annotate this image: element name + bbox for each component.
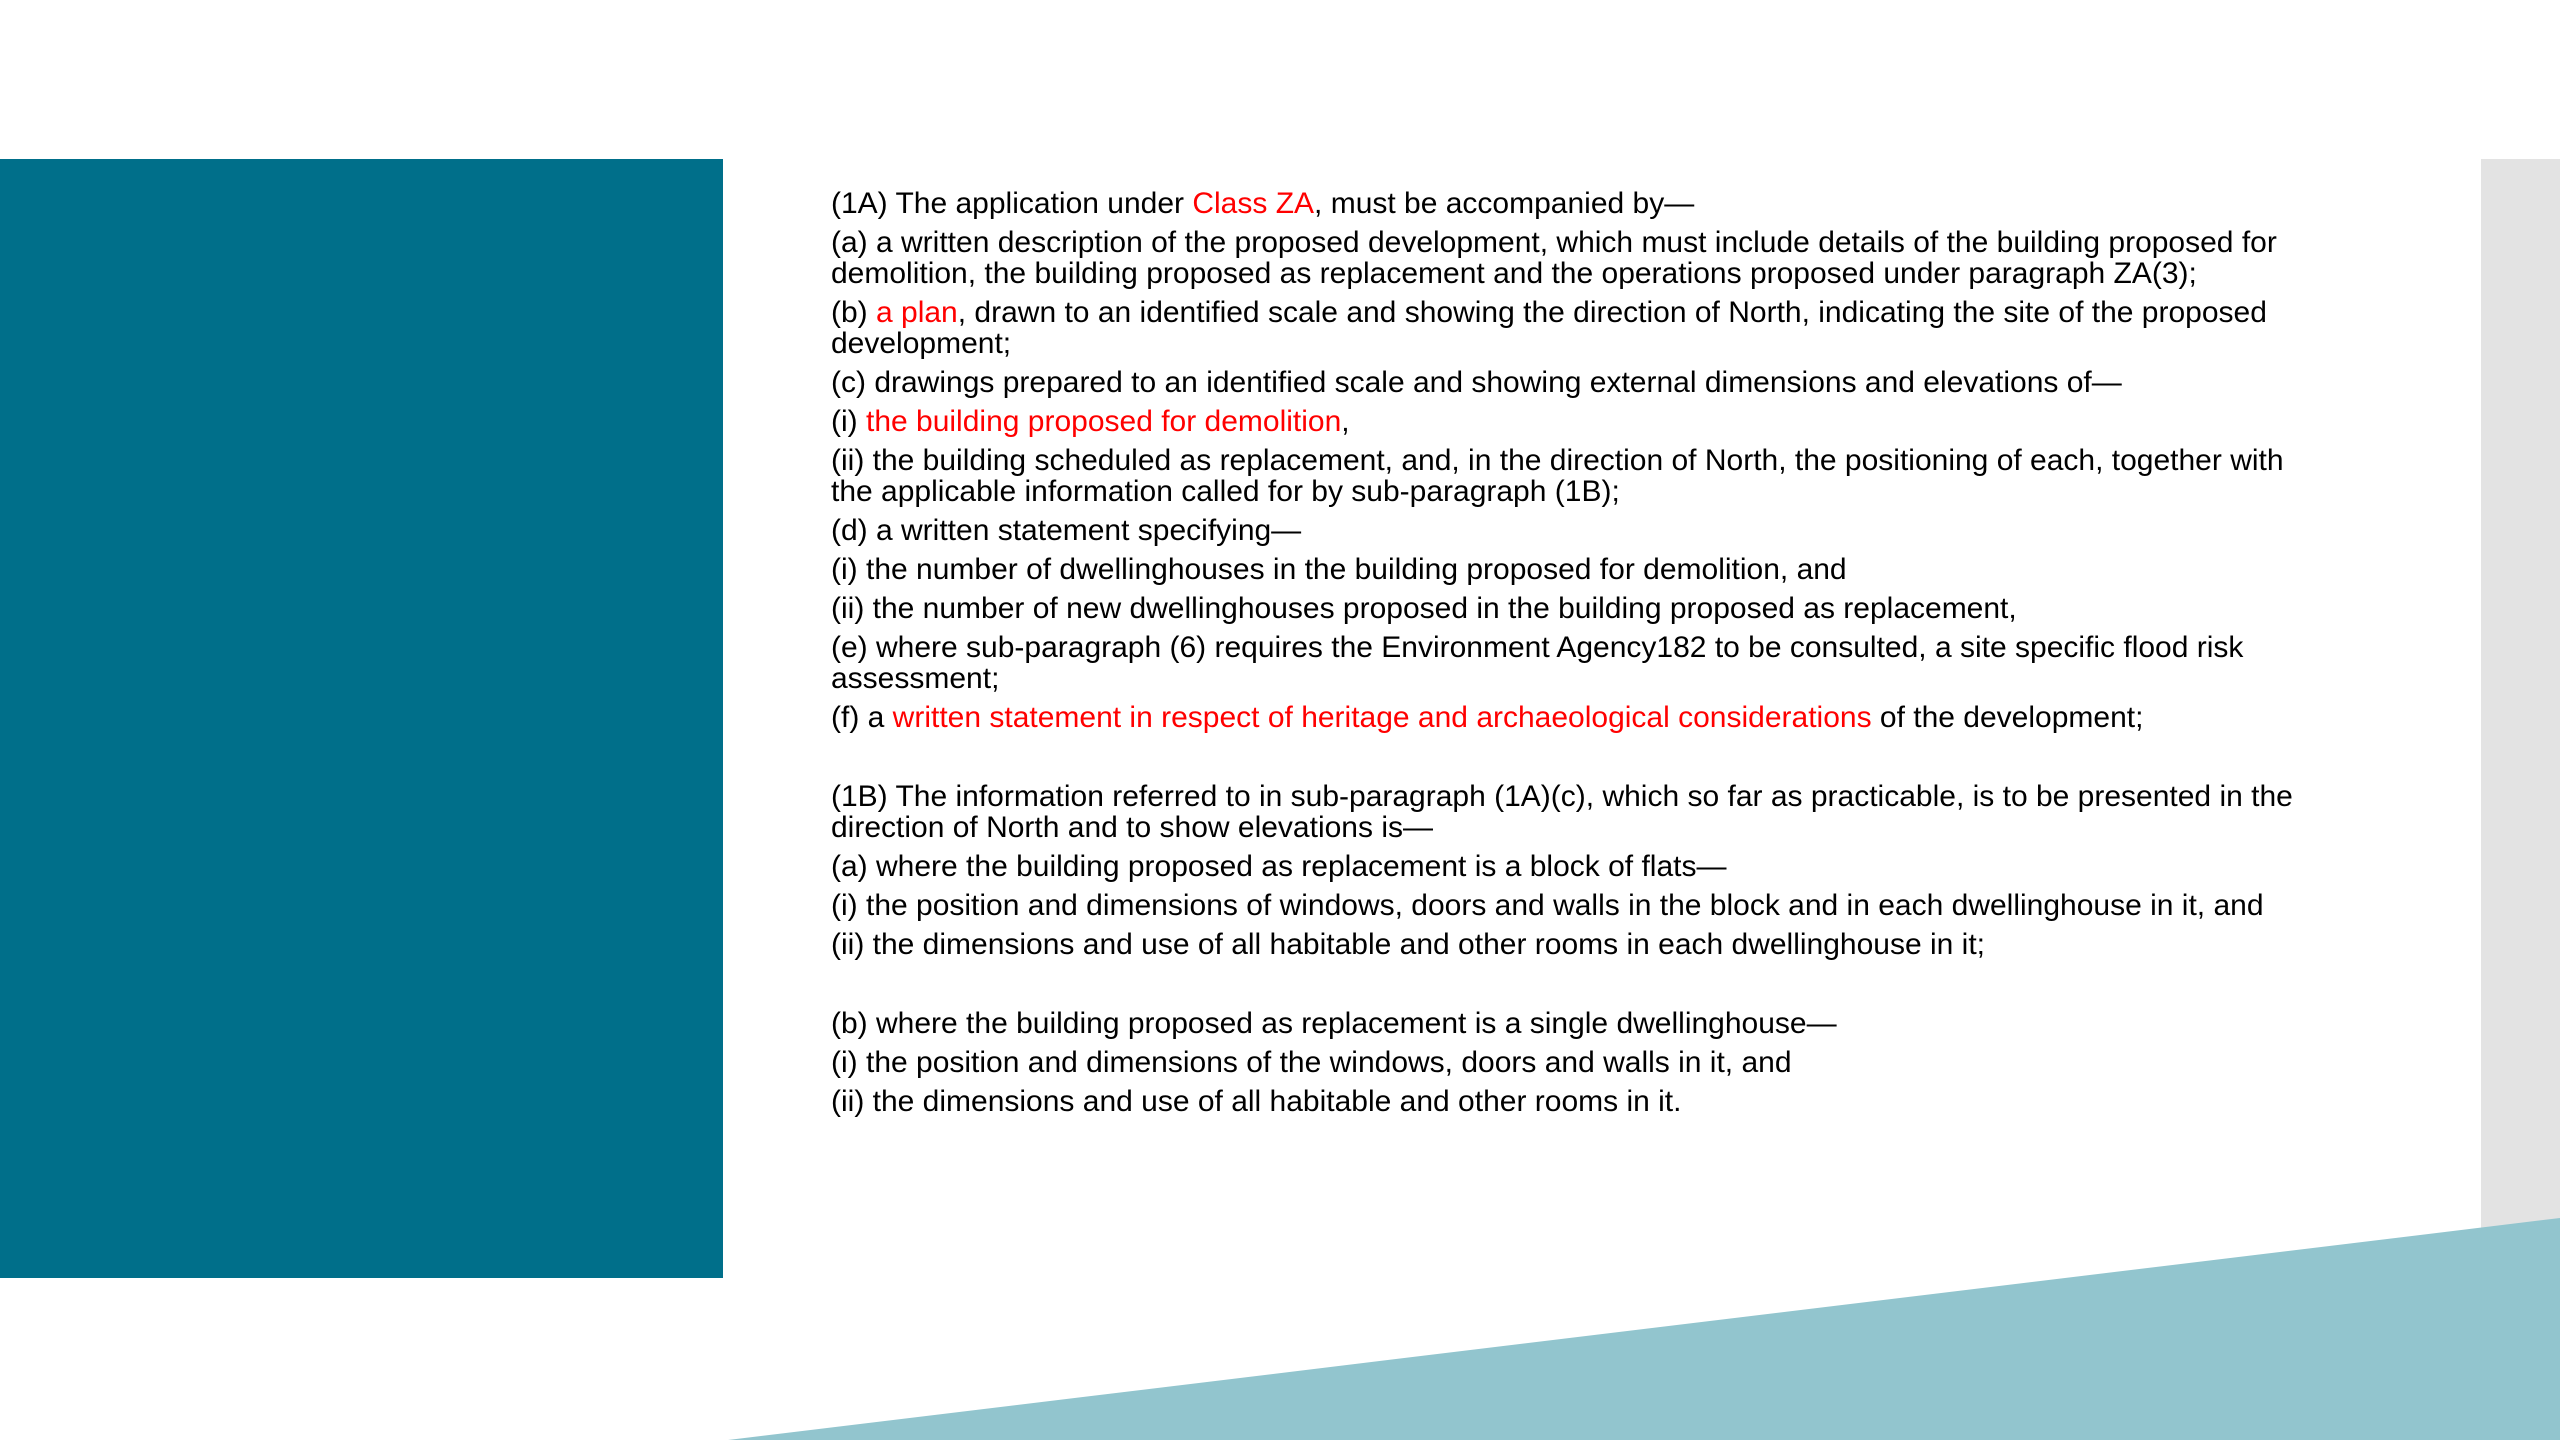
wedge-polygon [728,1218,2560,1440]
para-1b-a: (a) where the building proposed as replacement is a block of flats— [831,850,1727,883]
text: (f) a [831,701,893,734]
building-demolition-link[interactable]: the building proposed for demolition [865,405,1342,438]
para-1a-c-i [831,406,2331,437]
text: (1A) The application under [831,187,1193,220]
text: (i) [831,405,866,438]
text: , [1341,405,1350,438]
para-1a-intro [831,188,2331,219]
para-1b-a-i: (i) the position and dimensions of windows, doors and walls in the block and in each dwellinghouse in it, and [831,889,2264,922]
para-1a-b [831,297,2331,359]
text: of the development; [1871,701,2144,734]
para-1a-d-i: (i) the number of dwellinghouses in the building proposed for demolition, and [831,553,1847,586]
text: , must be accompanied by— [1314,187,1695,220]
spacer [831,968,2331,1008]
para-1a-f [831,702,2331,733]
text: , drawn to an identified scale and showing the direction of North, indicating the site of the proposed development; [831,296,2267,360]
a-plan-link[interactable]: a plan [876,296,958,329]
document-text [831,188,2331,1125]
heritage-statement-link[interactable]: written statement in respect of heritage and archaeological considerations [892,701,1872,734]
para-1a-c: (c) drawings prepared to an identified scale and showing external dimensions and elevations of— [831,366,2122,399]
para-1b-a-ii: (ii) the dimensions and use of all habitable and other rooms in each dwellinghouse in it; [831,928,1986,961]
para-1b-b: (b) where the building proposed as replacement is a single dwellinghouse— [831,1007,1837,1040]
para-1a-d: (d) a written statement specifying— [831,514,1302,547]
para-1b-b-i: (i) the position and dimensions of the windows, doors and walls in it, and [831,1046,1792,1079]
class-za-link[interactable]: Class ZA [1192,187,1315,220]
para-1b-b-ii: (ii) the dimensions and use of all habitable and other rooms in it. [831,1085,1682,1118]
spacer [831,741,2331,781]
para-1b-intro: (1B) The information referred to in sub-paragraph (1A)(c), which so far as practicable, is to be presented in the direction of North and to show elevations is— [831,780,2293,844]
para-1a-a: (a) a written description of the proposed development, which must include details of the building proposed for demolition, the building proposed as replacement and the operations proposed under paragraph ZA(3); [831,226,2277,290]
para-1a-e: (e) where sub-paragraph (6) requires the Environment Agency182 to be consulted, a site specific flood risk assessment; [831,631,2244,695]
para-1a-c-ii: (ii) the building scheduled as replacement, and, in the direction of North, the positioning of each, together with the applicable information called for by sub-paragraph (1B); [831,444,2284,508]
text: (b) [831,296,876,329]
para-1a-d-ii: (ii) the number of new dwellinghouses proposed in the building proposed as replacement, [831,592,2017,625]
